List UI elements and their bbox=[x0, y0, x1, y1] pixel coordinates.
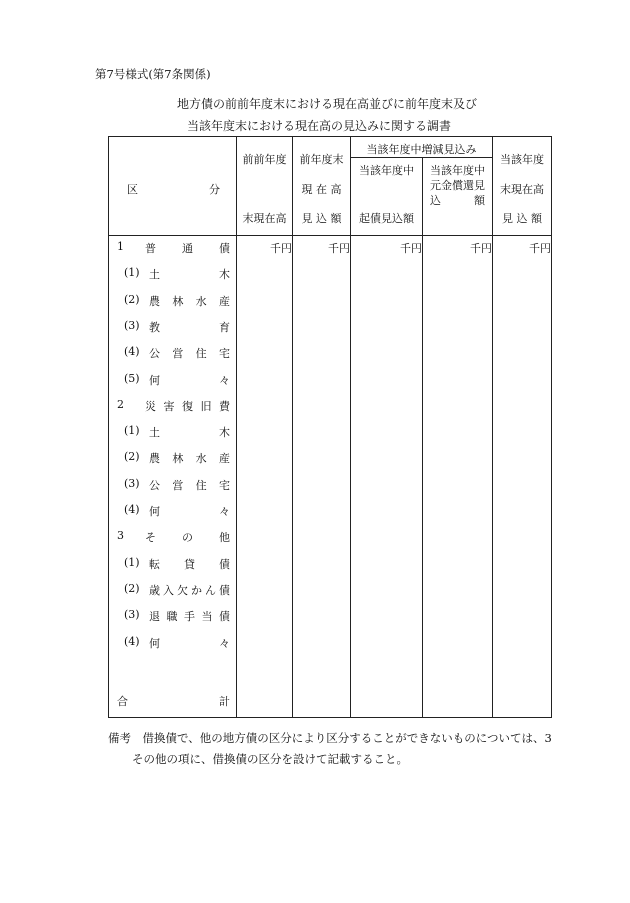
row-label: 何 々 bbox=[149, 505, 230, 518]
category-row bbox=[109, 293, 236, 309]
category-rows bbox=[109, 236, 236, 717]
remarks-line2: その他の項に、借換債の区分を設けて記載すること。 bbox=[132, 752, 408, 766]
row-label: 災 害 復 旧 費 bbox=[145, 399, 230, 413]
form-number: 第7号様式(第7条関係) bbox=[95, 67, 211, 81]
category-row bbox=[109, 477, 236, 493]
header-col3-bottom: 起債見込額 bbox=[359, 212, 414, 225]
remarks-line1: 備考 借換債で、他の地方債の区分により区分することができないものについては、3 bbox=[108, 731, 552, 745]
category-row bbox=[109, 319, 236, 335]
row-label: 教 育 bbox=[149, 320, 230, 334]
row-subnumber: (4) bbox=[124, 634, 140, 648]
header-group bbox=[351, 137, 493, 158]
unit-label: 千円 bbox=[328, 242, 350, 255]
header-col4-line1: 当該年度中 bbox=[430, 164, 485, 177]
row-label: 何 々 bbox=[149, 373, 230, 387]
row-label: 何 々 bbox=[149, 636, 230, 650]
row-label: そ の 他 bbox=[145, 531, 230, 545]
row-label: 土 木 bbox=[149, 268, 230, 282]
category-row bbox=[109, 345, 236, 361]
row-label: 土 木 bbox=[149, 426, 230, 440]
category-row bbox=[109, 529, 236, 545]
col1-body bbox=[237, 236, 293, 718]
row-subnumber: (1) bbox=[124, 266, 140, 280]
category-row bbox=[109, 582, 236, 598]
row-label: 退 職 手 当 債 bbox=[149, 610, 230, 624]
category-row bbox=[109, 556, 236, 572]
row-subnumber: (4) bbox=[124, 503, 140, 516]
total-label-right: 計 bbox=[219, 695, 230, 708]
row-subnumber: (4) bbox=[124, 345, 140, 359]
total-row bbox=[109, 693, 236, 709]
col3-body bbox=[351, 236, 423, 718]
category-row bbox=[109, 635, 236, 651]
row-label: 農 林 水 産 bbox=[149, 294, 230, 308]
row-subnumber: (2) bbox=[124, 581, 140, 595]
header-category-ku: 区 bbox=[127, 183, 138, 196]
unit-label: 千円 bbox=[529, 242, 551, 255]
row-subnumber: (3) bbox=[124, 318, 140, 332]
row-subnumber: (5) bbox=[124, 371, 140, 385]
header-group-label: 当該年度中増減見込み bbox=[366, 143, 477, 156]
row-subnumber: (3) bbox=[124, 608, 140, 622]
header-col1-bottom: 末現在高 bbox=[242, 212, 287, 225]
header-col1 bbox=[237, 137, 293, 236]
row-number: 3 bbox=[117, 529, 124, 543]
header-col1-top: 前前年度 bbox=[242, 153, 287, 166]
category-row bbox=[109, 503, 236, 519]
unit-label: 千円 bbox=[400, 242, 422, 255]
header-col4-line2: 元金償還見 bbox=[430, 179, 485, 192]
col4-body bbox=[423, 236, 493, 718]
row-label: 公 営 住 宅 bbox=[149, 347, 230, 361]
row-subnumber: (1) bbox=[124, 555, 140, 569]
header-col2 bbox=[293, 137, 351, 236]
row-label: 歳 入 欠 か ん 債 bbox=[149, 583, 230, 597]
header-col5-top: 当該年度 bbox=[500, 153, 544, 166]
category-row bbox=[109, 240, 236, 256]
header-col5 bbox=[493, 137, 552, 236]
header-col3-top: 当該年度中 bbox=[359, 164, 414, 177]
col5-body bbox=[493, 236, 552, 718]
header-col4 bbox=[423, 158, 493, 236]
header-col4-line3: 込 額 bbox=[430, 194, 485, 207]
category-column bbox=[109, 236, 237, 718]
row-subnumber: (1) bbox=[124, 424, 140, 438]
row-subnumber: (3) bbox=[124, 476, 140, 490]
col2-body bbox=[293, 236, 351, 718]
row-label: 転 貸 債 bbox=[149, 557, 230, 571]
category-row bbox=[109, 372, 236, 388]
header-category bbox=[109, 137, 237, 236]
category-row bbox=[109, 424, 236, 440]
row-label: 農 林 水 産 bbox=[149, 452, 230, 466]
category-row bbox=[109, 450, 236, 466]
category-row bbox=[109, 398, 236, 414]
row-label: 公 営 住 宅 bbox=[149, 478, 230, 492]
header-col3 bbox=[351, 158, 423, 236]
remarks-note bbox=[108, 728, 578, 770]
unit-label: 千円 bbox=[270, 242, 292, 255]
header-category-bun: 分 bbox=[209, 183, 220, 196]
row-number: 1 bbox=[117, 240, 124, 253]
header-col5-mid: 末現在高 bbox=[500, 183, 544, 196]
row-number: 2 bbox=[117, 397, 124, 411]
document-title-line1: 地方債の前前年度末における現在高並びに前年度末及び bbox=[176, 97, 477, 111]
category-row bbox=[109, 608, 236, 624]
header-col5-bottom: 見 込 額 bbox=[502, 212, 542, 225]
total-label-left: 合 bbox=[117, 695, 128, 708]
row-subnumber: (2) bbox=[124, 292, 140, 306]
document-title-line2: 当該年度末における現在高の見込みに関する調書 bbox=[186, 119, 451, 133]
row-label: 普 通 債 bbox=[145, 242, 230, 255]
category-row bbox=[109, 266, 236, 282]
debt-table bbox=[108, 136, 552, 718]
header-col2-mid: 現 在 高 bbox=[301, 183, 342, 196]
header-col2-top: 前年度末 bbox=[299, 153, 344, 166]
unit-label: 千円 bbox=[470, 242, 492, 255]
header-col2-bottom: 見 込 額 bbox=[301, 212, 342, 225]
row-subnumber: (2) bbox=[124, 450, 140, 464]
